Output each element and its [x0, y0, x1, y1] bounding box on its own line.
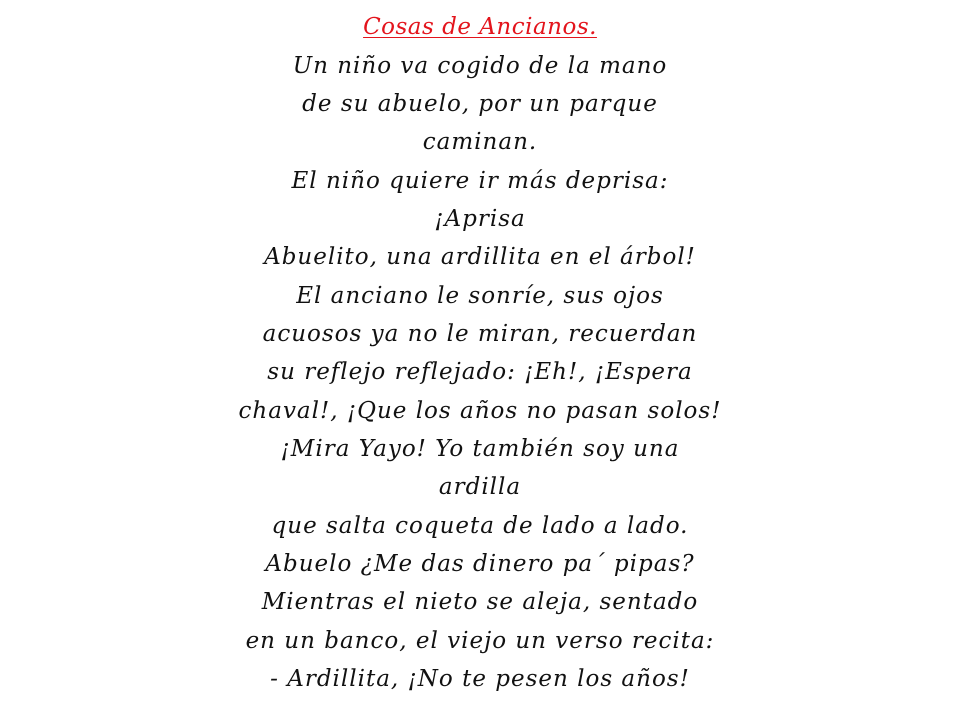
poem-line: Un niño va cogido de la mano [292, 53, 668, 79]
poem-line: El niño quiere ir más deprisa: [291, 168, 669, 194]
poem-line: ¡Aprisa [434, 206, 526, 232]
poem-line: caminan. [422, 129, 538, 155]
poem-title: Cosas de Ancianos. [363, 14, 597, 40]
poem-line: chaval!, ¡Que los años no pasan solos! [238, 398, 722, 424]
poem-line: Abuelito, una ardillita en el árbol! [264, 244, 696, 270]
poem-line: ardilla [438, 474, 522, 500]
poem-line: Abuelo ¿Me das dinero pa´ pipas? [265, 551, 695, 577]
poem-line: en un banco, el viejo un verso recita: [245, 628, 715, 654]
poem-line: que salta coqueta de lado a lado. [271, 513, 689, 539]
poem-line: El anciano le sonríe, sus ojos [296, 283, 664, 309]
poem-line: su reflejo reflejado: ¡Eh!, ¡Espera [267, 359, 693, 385]
poem-line: ¡Mira Yayo! Yo también soy una [280, 436, 680, 462]
poem-line: acuosos ya no le miran, recuerdan [262, 321, 698, 347]
poem-line: de su abuelo, por un parque [302, 91, 658, 117]
poem-line: Mientras el nieto se aleja, sentado [261, 589, 699, 615]
poem-line: - Ardillita, ¡No te pesen los años! [270, 666, 690, 692]
